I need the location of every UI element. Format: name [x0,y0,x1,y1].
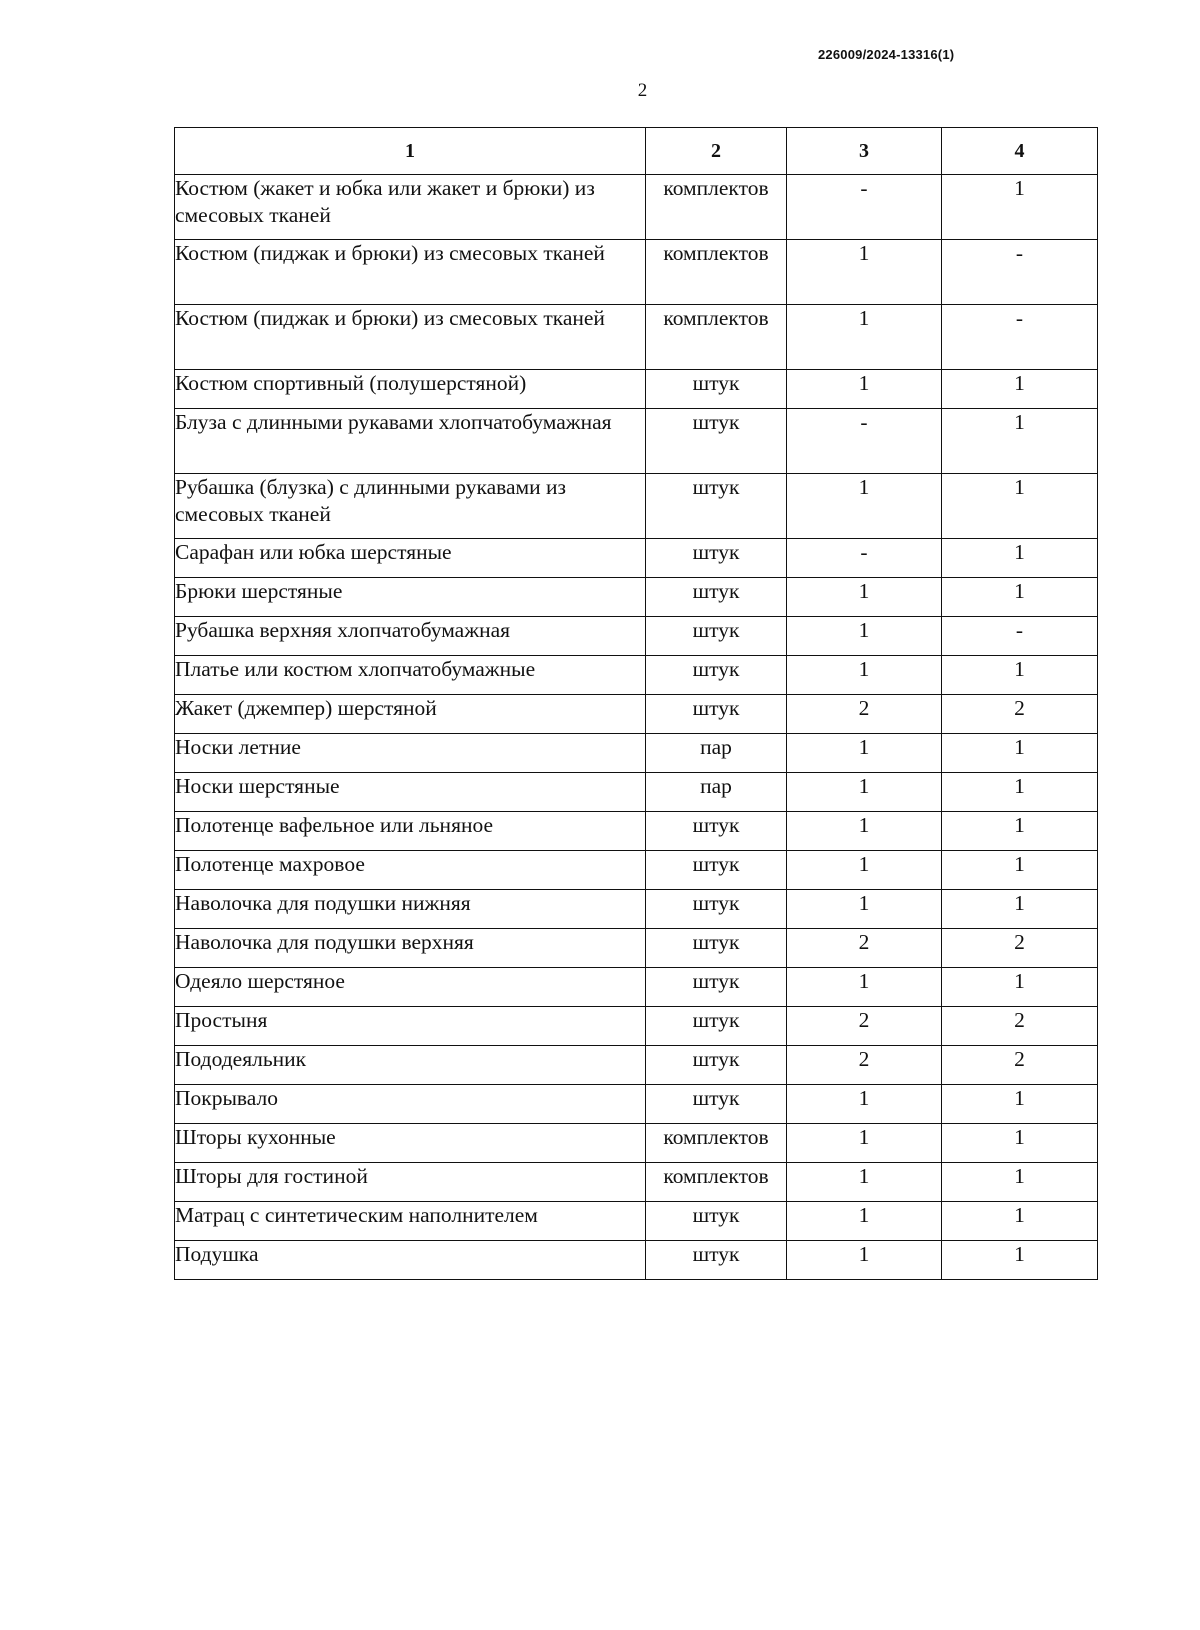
column-3-cell: - [787,539,942,578]
table-row [175,1046,1098,1085]
column-4-cell: 1 [942,1085,1098,1124]
column-3-cell: 2 [787,1046,942,1085]
unit-cell: штук [646,539,787,578]
column-3-cell: 1 [787,773,942,812]
column-3-cell: 1 [787,240,942,305]
column-4-cell: 2 [942,929,1098,968]
column-3-cell: 1 [787,851,942,890]
table-row [175,968,1098,1007]
page-number: 2 [637,80,648,101]
items-table [174,127,1098,1280]
table-header-row [175,128,1098,175]
document-number: 226009/2024-13316(1) [818,47,955,62]
unit-cell: штук [646,1085,787,1124]
column-4-cell: 1 [942,1163,1098,1202]
unit-cell: штук [646,1046,787,1085]
column-4-cell: 1 [942,474,1098,539]
unit-cell: штук [646,812,787,851]
column-4-cell: 1 [942,1241,1098,1280]
item-name-cell: Наволочка для подушки нижняя [175,890,646,929]
item-name-cell: Полотенце махровое [175,851,646,890]
item-name-cell: Покрывало [175,1085,646,1124]
column-4-cell: 1 [942,539,1098,578]
unit-cell: штук [646,656,787,695]
table-body [175,175,1098,1280]
table-row [175,409,1098,474]
column-4-cell: - [942,305,1098,370]
table-row [175,695,1098,734]
column-3-cell: 1 [787,1241,942,1280]
column-3-cell: 1 [787,305,942,370]
table-row [175,656,1098,695]
column-4-cell: 1 [942,851,1098,890]
column-3-cell: - [787,175,942,240]
column-3-cell: 1 [787,370,942,409]
item-name-cell: Носки шерстяные [175,773,646,812]
item-name-cell: Полотенце вафельное или льняное [175,812,646,851]
table-row [175,929,1098,968]
column-4-cell: 2 [942,695,1098,734]
table-row [175,890,1098,929]
column-4-cell: 2 [942,1007,1098,1046]
item-name-cell: Блуза с длинными рукавами хлопчатобумажная [175,409,646,474]
item-name-cell: Одеяло шерстяное [175,968,646,1007]
column-4-cell: 1 [942,656,1098,695]
unit-cell: штук [646,968,787,1007]
column-4-cell: 1 [942,734,1098,773]
item-name-cell: Простыня [175,1007,646,1046]
column-4-cell: - [942,617,1098,656]
column-3-cell: 1 [787,734,942,773]
table-row [175,1241,1098,1280]
table-row [175,539,1098,578]
column-3-cell: 1 [787,1085,942,1124]
unit-cell: комплектов [646,1163,787,1202]
unit-cell: штук [646,617,787,656]
item-name-cell: Жакет (джемпер) шерстяной [175,695,646,734]
table-row [175,240,1098,305]
column-3-cell: 1 [787,968,942,1007]
unit-cell: штук [646,890,787,929]
table-row [175,474,1098,539]
item-name-cell: Шторы кухонные [175,1124,646,1163]
unit-cell: комплектов [646,305,787,370]
column-4-cell: 1 [942,812,1098,851]
column-3-cell: 2 [787,1007,942,1046]
column-4-cell: 1 [942,773,1098,812]
table-row [175,1085,1098,1124]
table-row [175,305,1098,370]
item-name-cell: Шторы для гостиной [175,1163,646,1202]
unit-cell: штук [646,1202,787,1241]
column-3-cell: 1 [787,578,942,617]
column-3-cell: - [787,409,942,474]
column-3-cell: 1 [787,1124,942,1163]
table-row [175,1202,1098,1241]
unit-cell: штук [646,409,787,474]
item-name-cell: Платье или костюм хлопчатобумажные [175,656,646,695]
unit-cell: штук [646,370,787,409]
table-row [175,617,1098,656]
column-3-cell: 1 [787,1202,942,1241]
table-row [175,370,1098,409]
item-name-cell: Брюки шерстяные [175,578,646,617]
item-name-cell: Сарафан или юбка шерстяные [175,539,646,578]
column-3-cell: 1 [787,812,942,851]
unit-cell: комплектов [646,240,787,305]
item-name-cell: Пододеяльник [175,1046,646,1085]
column-header: 2 [646,128,787,175]
column-3-cell: 1 [787,656,942,695]
column-3-cell: 1 [787,890,942,929]
unit-cell: комплектов [646,1124,787,1163]
unit-cell: штук [646,851,787,890]
table-row [175,1007,1098,1046]
item-name-cell: Подушка [175,1241,646,1280]
column-4-cell: 1 [942,370,1098,409]
table-row [175,1124,1098,1163]
table-row [175,1163,1098,1202]
column-3-cell: 1 [787,617,942,656]
column-4-cell: 1 [942,968,1098,1007]
unit-cell: штук [646,1007,787,1046]
column-4-cell: - [942,240,1098,305]
item-name-cell: Носки летние [175,734,646,773]
column-4-cell: 1 [942,409,1098,474]
item-name-cell: Костюм (пиджак и брюки) из смесовых тканей [175,240,646,305]
column-3-cell: 2 [787,929,942,968]
column-3-cell: 1 [787,474,942,539]
column-4-cell: 1 [942,890,1098,929]
column-header: 3 [787,128,942,175]
unit-cell: штук [646,695,787,734]
table-row [175,175,1098,240]
unit-cell: пар [646,773,787,812]
column-3-cell: 1 [787,1163,942,1202]
item-name-cell: Наволочка для подушки верхняя [175,929,646,968]
unit-cell: штук [646,929,787,968]
column-4-cell: 1 [942,1202,1098,1241]
item-name-cell: Костюм спортивный (полушерстяной) [175,370,646,409]
column-header: 1 [175,128,646,175]
unit-cell: штук [646,1241,787,1280]
unit-cell: штук [646,578,787,617]
item-name-cell: Матрац с синтетическим наполнителем [175,1202,646,1241]
item-name-cell: Костюм (жакет и юбка или жакет и брюки) из смесовых тканей [175,175,646,240]
table-row [175,812,1098,851]
item-name-cell: Костюм (пиджак и брюки) из смесовых тканей [175,305,646,370]
item-name-cell: Рубашка (блузка) с длинными рукавами из смесовых тканей [175,474,646,539]
table-row [175,734,1098,773]
unit-cell: пар [646,734,787,773]
table-row [175,851,1098,890]
table-row [175,773,1098,812]
column-4-cell: 1 [942,578,1098,617]
column-header: 4 [942,128,1098,175]
unit-cell: штук [646,474,787,539]
column-4-cell: 1 [942,175,1098,240]
table-row [175,578,1098,617]
column-4-cell: 1 [942,1124,1098,1163]
column-4-cell: 2 [942,1046,1098,1085]
column-3-cell: 2 [787,695,942,734]
unit-cell: комплектов [646,175,787,240]
item-name-cell: Рубашка верхняя хлопчатобумажная [175,617,646,656]
